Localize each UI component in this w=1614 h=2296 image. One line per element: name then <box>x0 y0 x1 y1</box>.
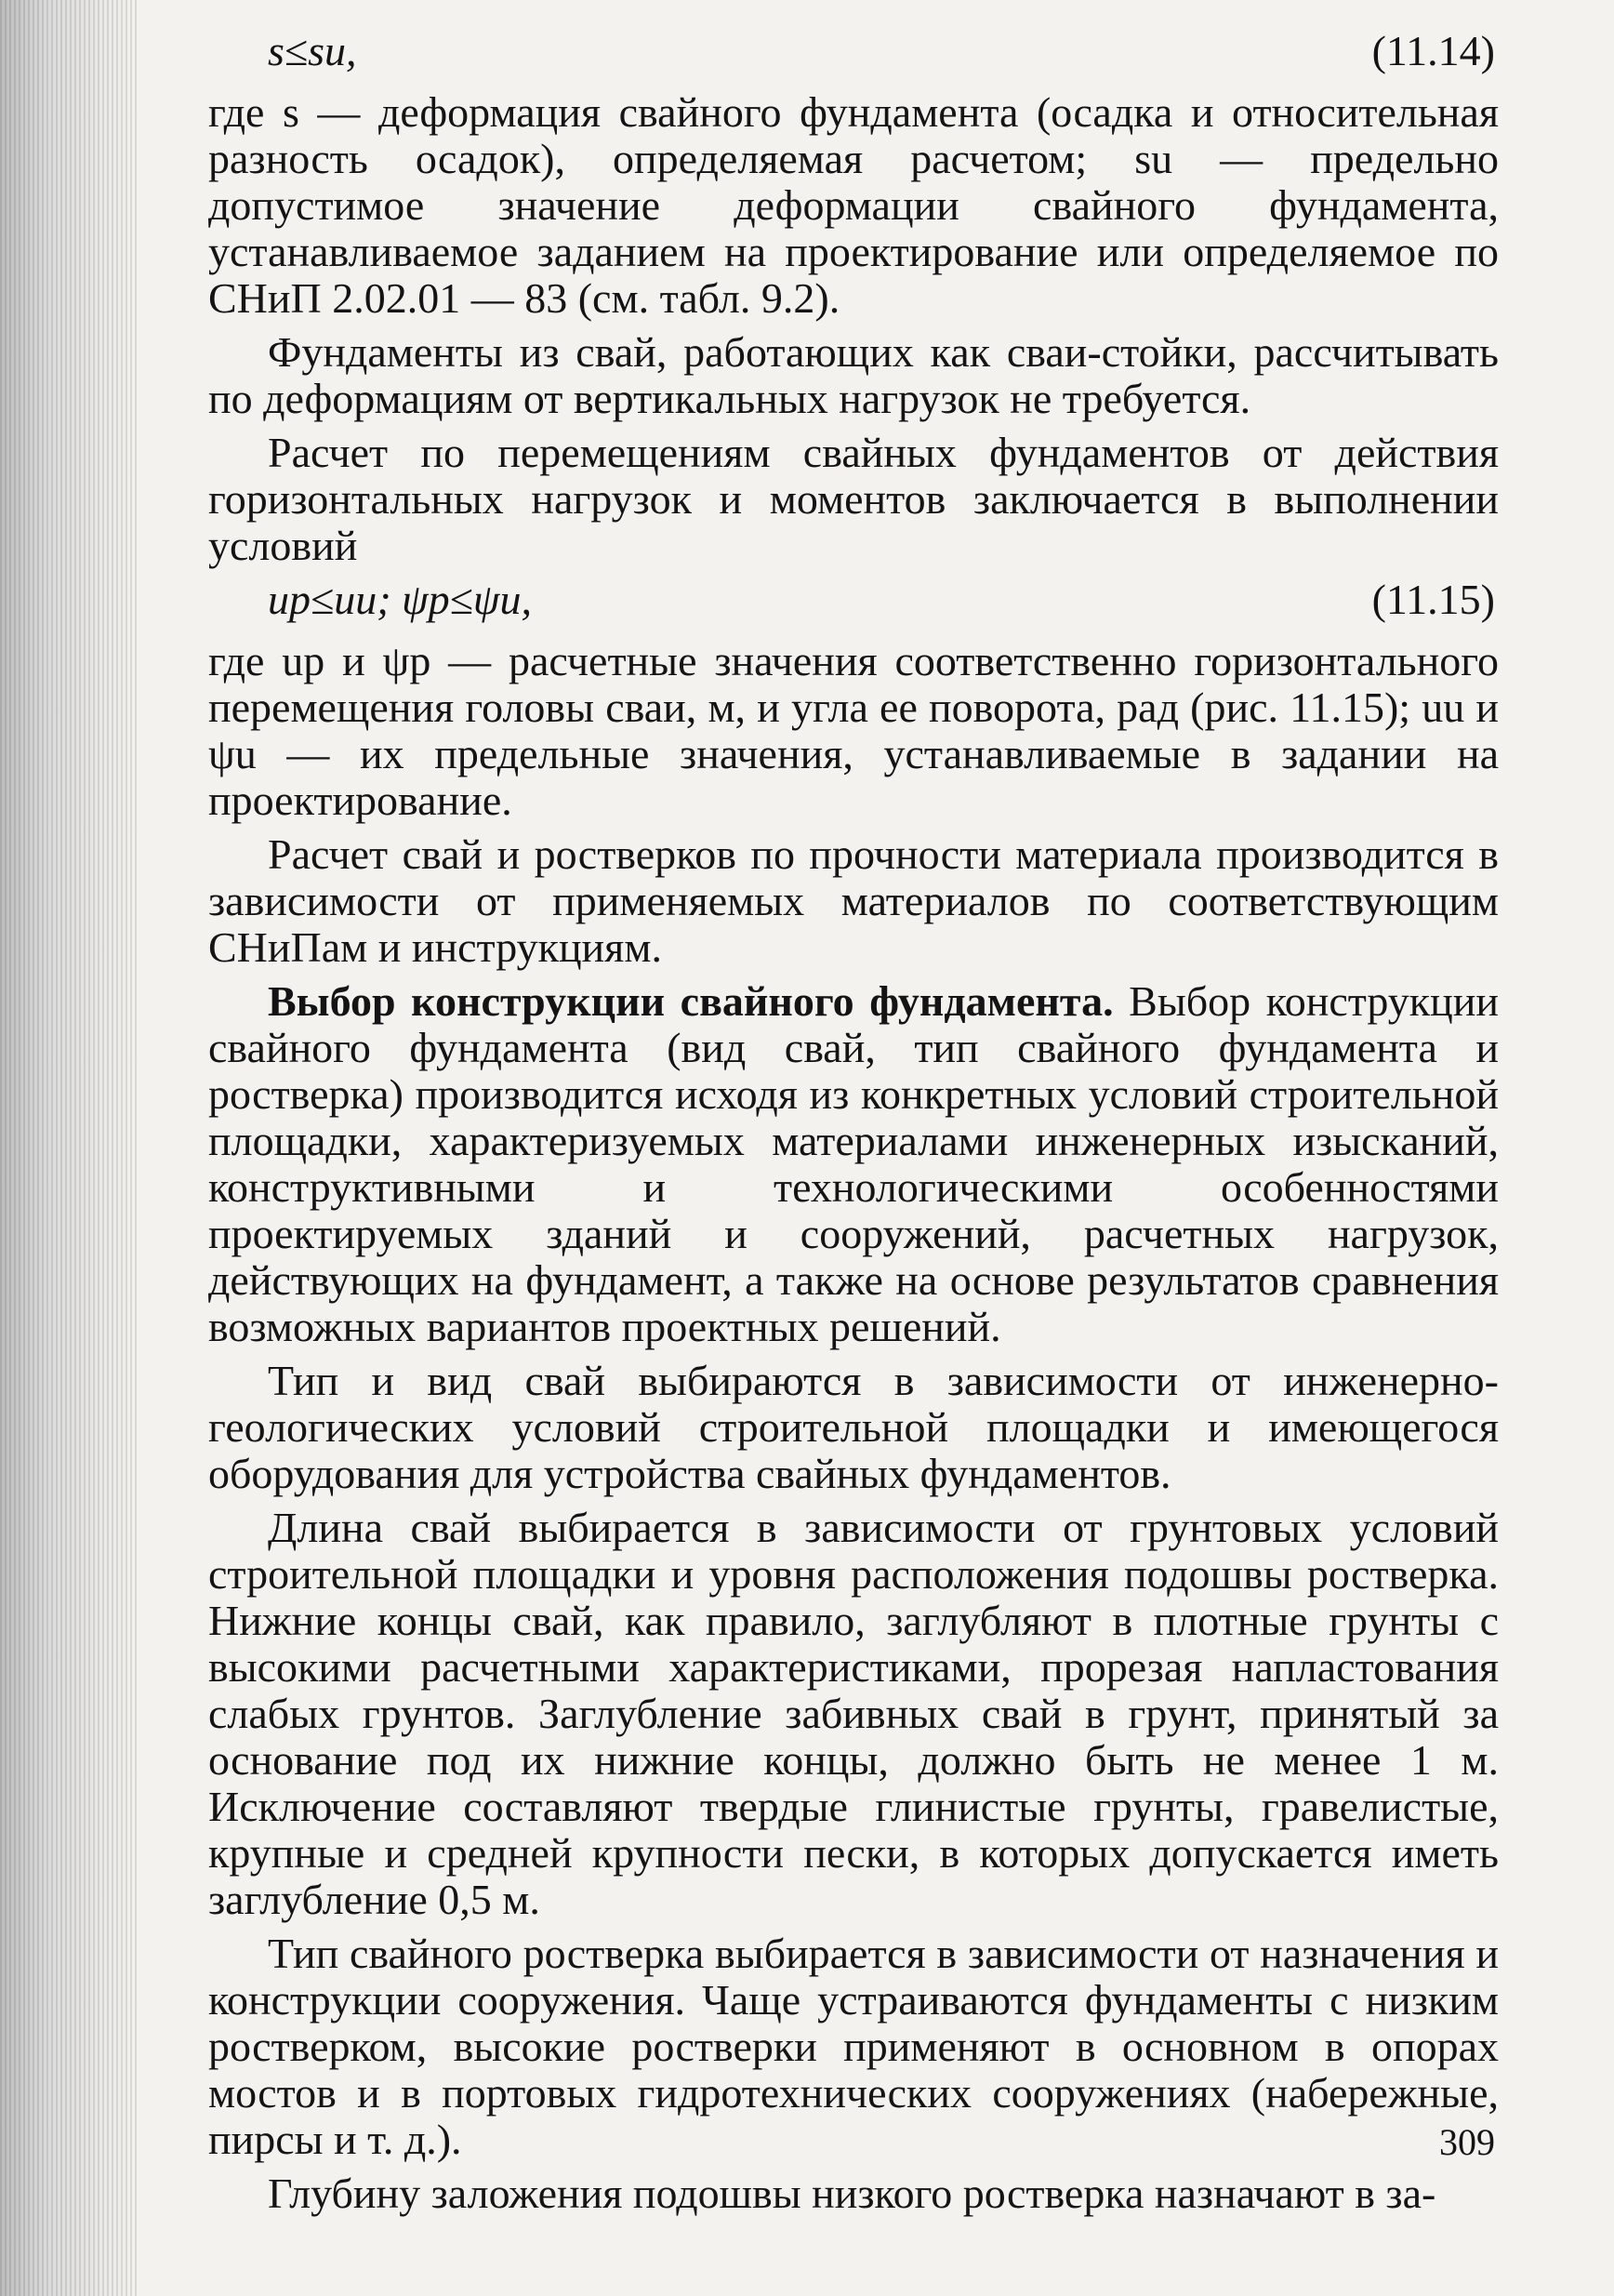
formula-expression: s≤su, <box>268 27 357 74</box>
formula-number: (11.15) <box>1371 576 1495 623</box>
paragraph-displacement-calc: Расчет по перемещениям свайных фундаментов от действия горизонтальных нагрузок и моментов заключается в выполнении условий <box>208 429 1499 569</box>
paragraph-pile-type: Тип и вид свай выбираются в зависимости от инженерно-геологических условий строительной площадки и имеющегося оборудования для устройства свайных фундаментов. <box>208 1357 1499 1497</box>
scan-binding-edge <box>0 0 139 2296</box>
paragraph-cap-depth: Глубину заложения подошвы низкого ростверка назначают в за- <box>268 2170 1436 2217</box>
formula-expression: up≤uu; ψp≤ψu, <box>268 576 532 623</box>
page-number: 309 <box>1439 2121 1495 2163</box>
paragraph-body: Выбор конструкции свайного фундамента (вид свай, тип свайного фундамента и ростверка) производится исходя из конкретных условий строительной площадки, характеризуемых материалами инженерных изысканий, конструктивными и технологическими особенностями проектируемых зданий и сооружений, расчетных нагрузок, действующих на фундамент, а также на основе результатов сравнения возможных вариантов проектных решений. <box>208 977 1500 1350</box>
paragraph-foundation-choice <box>208 978 1499 1350</box>
formula-11-15 <box>208 577 1499 623</box>
page-text <box>208 20 1499 2224</box>
paragraph-cap-type: Тип свайного ростверка выбирается в зависимости от назначения и конструкции сооружения. Чаще устраиваются фундаменты с низким ростверком, высокие ростверки применяют в основном в опорах мостов и в портовых гидротехнических сооружениях (набережные, пирсы и т. д.). <box>208 1930 1499 2163</box>
run-in-heading: Выбор конструкции свайного фундамента. <box>268 977 1114 1025</box>
paragraph-end-bearing-piles: Фундаменты из свай, работающих как сваи-стойки, рассчитывать по деформациям от вертикальных нагрузок не требуется. <box>208 328 1499 422</box>
paragraph-strength-calc: Расчет свай и ростверков по прочности материала производится в зависимости от применяемых материалов по соответствующим СНиПам и инструкциям. <box>208 830 1499 971</box>
paragraph-where-up: где up и ψp — расчетные значения соответственно горизонтального перемещения головы сваи, м, и угла ее поворота, рад (рис. 11.15); uu и ψu — их предельные значения, устанавливаемые в задании на проектирование. <box>208 637 1499 824</box>
paragraph-pile-length: Длина свай выбирается в зависимости от грунтовых условий строительной площадки и уровня расположения подошвы ростверка. Нижние концы свай, как правило, заглубляют в плотные грунты с высокими расчетными характеристиками, прорезая напластования слабых грунтов. Заглубление забивных свай в грунт, принятый за основание под их нижние концы, должно быть не менее 1 м. Исключение составляют твердые глинистые грунты, гравелистые, крупные и средней крупности пески, в которых допускается иметь заглубление 0,5 м. <box>208 1504 1499 1923</box>
formula-number: (11.14) <box>1371 27 1495 74</box>
paragraph-where-s: где s — деформация свайного фундамента (осадка и относительная разность осадок), определяемая расчетом; su — предельно допустимое значение деформации свайного фундамента, устанавливаемое заданием на проектирование или определяемое по СНиП 2.02.01 — 83 (см. табл. 9.2). <box>208 88 1499 322</box>
formula-11-14 <box>208 28 1499 74</box>
